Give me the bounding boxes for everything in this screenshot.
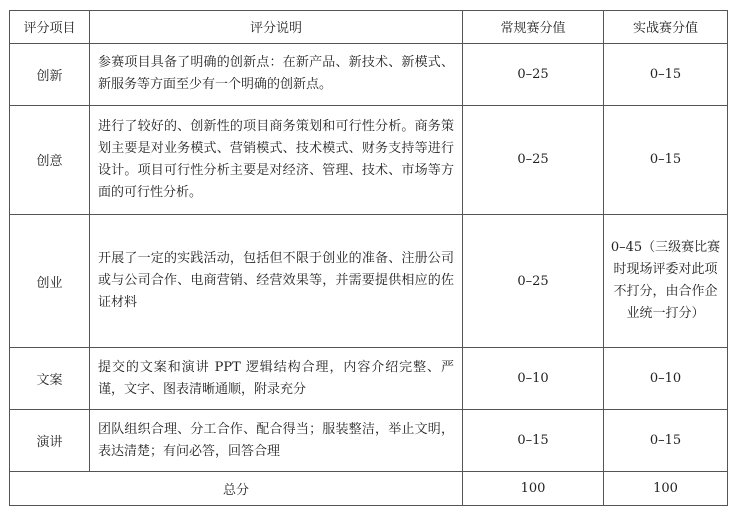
header-field-score: 实战赛分值 bbox=[604, 11, 728, 44]
row-regular-score: 0–25 bbox=[463, 105, 604, 215]
header-description: 评分说明 bbox=[90, 11, 463, 44]
row-description bbox=[90, 348, 463, 410]
row-item: 创业 bbox=[10, 215, 90, 348]
description-text: 参赛项目具备了明确的创新点：在新产品、新技术、新模式、新服务等方面至少有一个明确的创新点。 bbox=[98, 55, 454, 93]
row-item: 文案 bbox=[10, 348, 90, 410]
table-row bbox=[10, 43, 728, 105]
row-regular-score: 0–25 bbox=[463, 43, 604, 105]
table-row bbox=[10, 410, 728, 472]
row-regular-score: 0–10 bbox=[463, 348, 604, 410]
row-item: 创新 bbox=[10, 43, 90, 105]
row-description bbox=[90, 410, 463, 472]
row-item: 创意 bbox=[10, 105, 90, 215]
row-regular-score: 0–25 bbox=[463, 215, 604, 348]
scoring-table bbox=[9, 10, 728, 506]
row-description bbox=[90, 105, 463, 215]
header-row bbox=[10, 11, 728, 44]
row-description bbox=[90, 215, 463, 348]
header-item: 评分项目 bbox=[10, 11, 90, 44]
header-regular-score: 常规赛分值 bbox=[463, 11, 604, 44]
description-text: 团队组织合理、分工合作、配合得当；服装整洁，举止文明，表达清楚；有问必答，回答合理 bbox=[98, 421, 454, 459]
row-field-score: 0–10 bbox=[604, 348, 728, 410]
row-field-score: 0–15 bbox=[604, 105, 728, 215]
row-field-score: 0–45（三级赛比赛时现场评委对此项不打分，由合作企业统一打分） bbox=[604, 215, 728, 348]
description-text: 开展了一定的实践活动，包括但不限于创业的准备、注册公司或与公司合作、电商营销、经营效果等，并需要提供相应的佐证材料 bbox=[98, 251, 454, 311]
total-regular-score: 100 bbox=[463, 472, 604, 506]
row-description bbox=[90, 43, 463, 105]
total-label: 总分 bbox=[10, 472, 463, 506]
table-row bbox=[10, 348, 728, 410]
table-row bbox=[10, 215, 728, 348]
total-row bbox=[10, 472, 728, 506]
table-row bbox=[10, 105, 728, 215]
row-regular-score: 0–15 bbox=[463, 410, 604, 472]
row-item: 演讲 bbox=[10, 410, 90, 472]
description-text: 提交的文案和演讲 PPT 逻辑结构合理，内容介绍完整、严谨，文字、图表清晰通顺，附录充分 bbox=[98, 359, 454, 397]
row-field-score: 0–15 bbox=[604, 43, 728, 105]
row-field-score: 0–15 bbox=[604, 410, 728, 472]
description-text: 进行了较好的、创新性的项目商务策划和可行性分析。商务策划主要是对业务模式、营销模式、技术模式、财务支持等进行设计。项目可行性分析主要是对经济、管理、技术、市场等方面的可行性分析。 bbox=[98, 118, 454, 200]
total-field-score: 100 bbox=[604, 472, 728, 506]
